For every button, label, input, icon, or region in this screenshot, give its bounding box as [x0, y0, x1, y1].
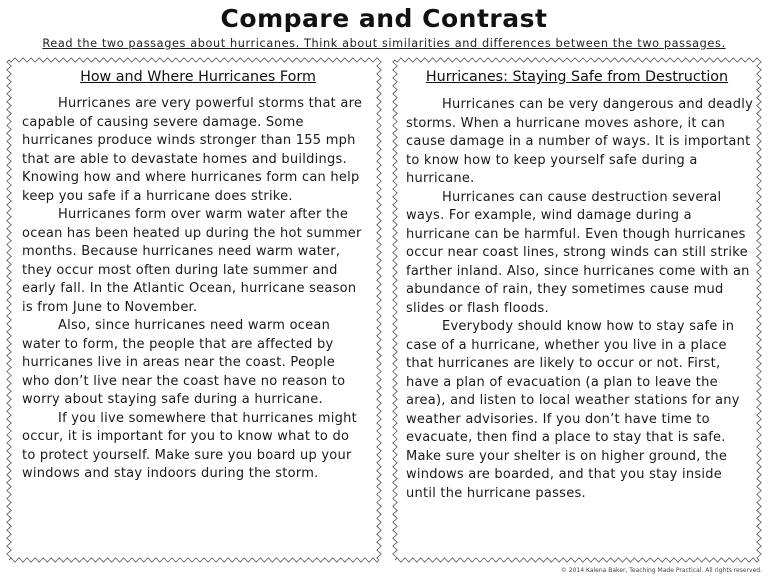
passage-paragraph: Hurricanes form over warm water after the ocean has been heated up during the hot summer months. Because hurricanes need warm water, they occur most often during late summer and early fall. In the Atlantic Ocean, hurricane season is from June to November.: [22, 207, 362, 315]
passage-paragraph: Hurricanes can cause destruction several ways. For example, wind damage during a hurricane can be harmful. Even though hurricanes occur near coast lines, strong winds can still strike farther inland. Also, since hurricanes come with an abundance of rain, they sometimes cause mud slides or flash floods.: [406, 189, 750, 316]
passage-paragraph: Also, since hurricanes need warm ocean water to form, the people that are affected by hurricanes live in areas near the coast. People who don’t live near the coast have no reason to worry about staying safe during a hurricane.: [22, 318, 346, 407]
instructions: Read the two passages about hurricanes. Think about similarities and differences between the two passages.: [42, 37, 726, 50]
passage-panel-left: [6, 57, 382, 563]
passage-panel-right: [392, 57, 762, 563]
passage-paragraph: If you live somewhere that hurricanes might occur, it is important for you to know what to do to protect yourself. Make sure you board up your windows and stay indoors during the storm.: [22, 410, 358, 481]
copyright-notice: © 2014 Kalena Baker, Teaching Made Practical. All rights reserved.: [560, 567, 762, 574]
passage-body-right: [406, 96, 754, 503]
passage-body-left: [22, 95, 366, 484]
page-title: Compare and Contrast: [220, 4, 548, 33]
passage-paragraph: Hurricanes can be very dangerous and deadly storms. When a hurricane moves ashore, it can cause damage in a number of ways. It is important to know how to keep yourself safe during a hurricane.: [406, 97, 754, 186]
passage-title-left: How and Where Hurricanes Form: [80, 69, 316, 85]
passage-paragraph: Everybody should know how to stay safe in case of a hurricane, whether you live in a place that hurricanes are likely to occur or not. First, have a plan of evacuation (a plan to leave the area), and listen to local weather stations for any weather advisories. If you don’t have time to evacuate, then find a place to stay that is safe. Make sure your shelter is on higher ground, the windows are boarded, and that you stay inside until the hurricane passes.: [406, 319, 740, 501]
passage-title-right: Hurricanes: Staying Safe from Destruction: [425, 69, 729, 85]
passage-paragraph: Hurricanes are very powerful storms that are capable of causing severe damage. Some hurricanes produce winds stronger than 155 mph that are able to devastate homes and buildings. Knowing how and where hurricanes form can help keep you safe if a hurricane does strike.: [22, 96, 363, 204]
